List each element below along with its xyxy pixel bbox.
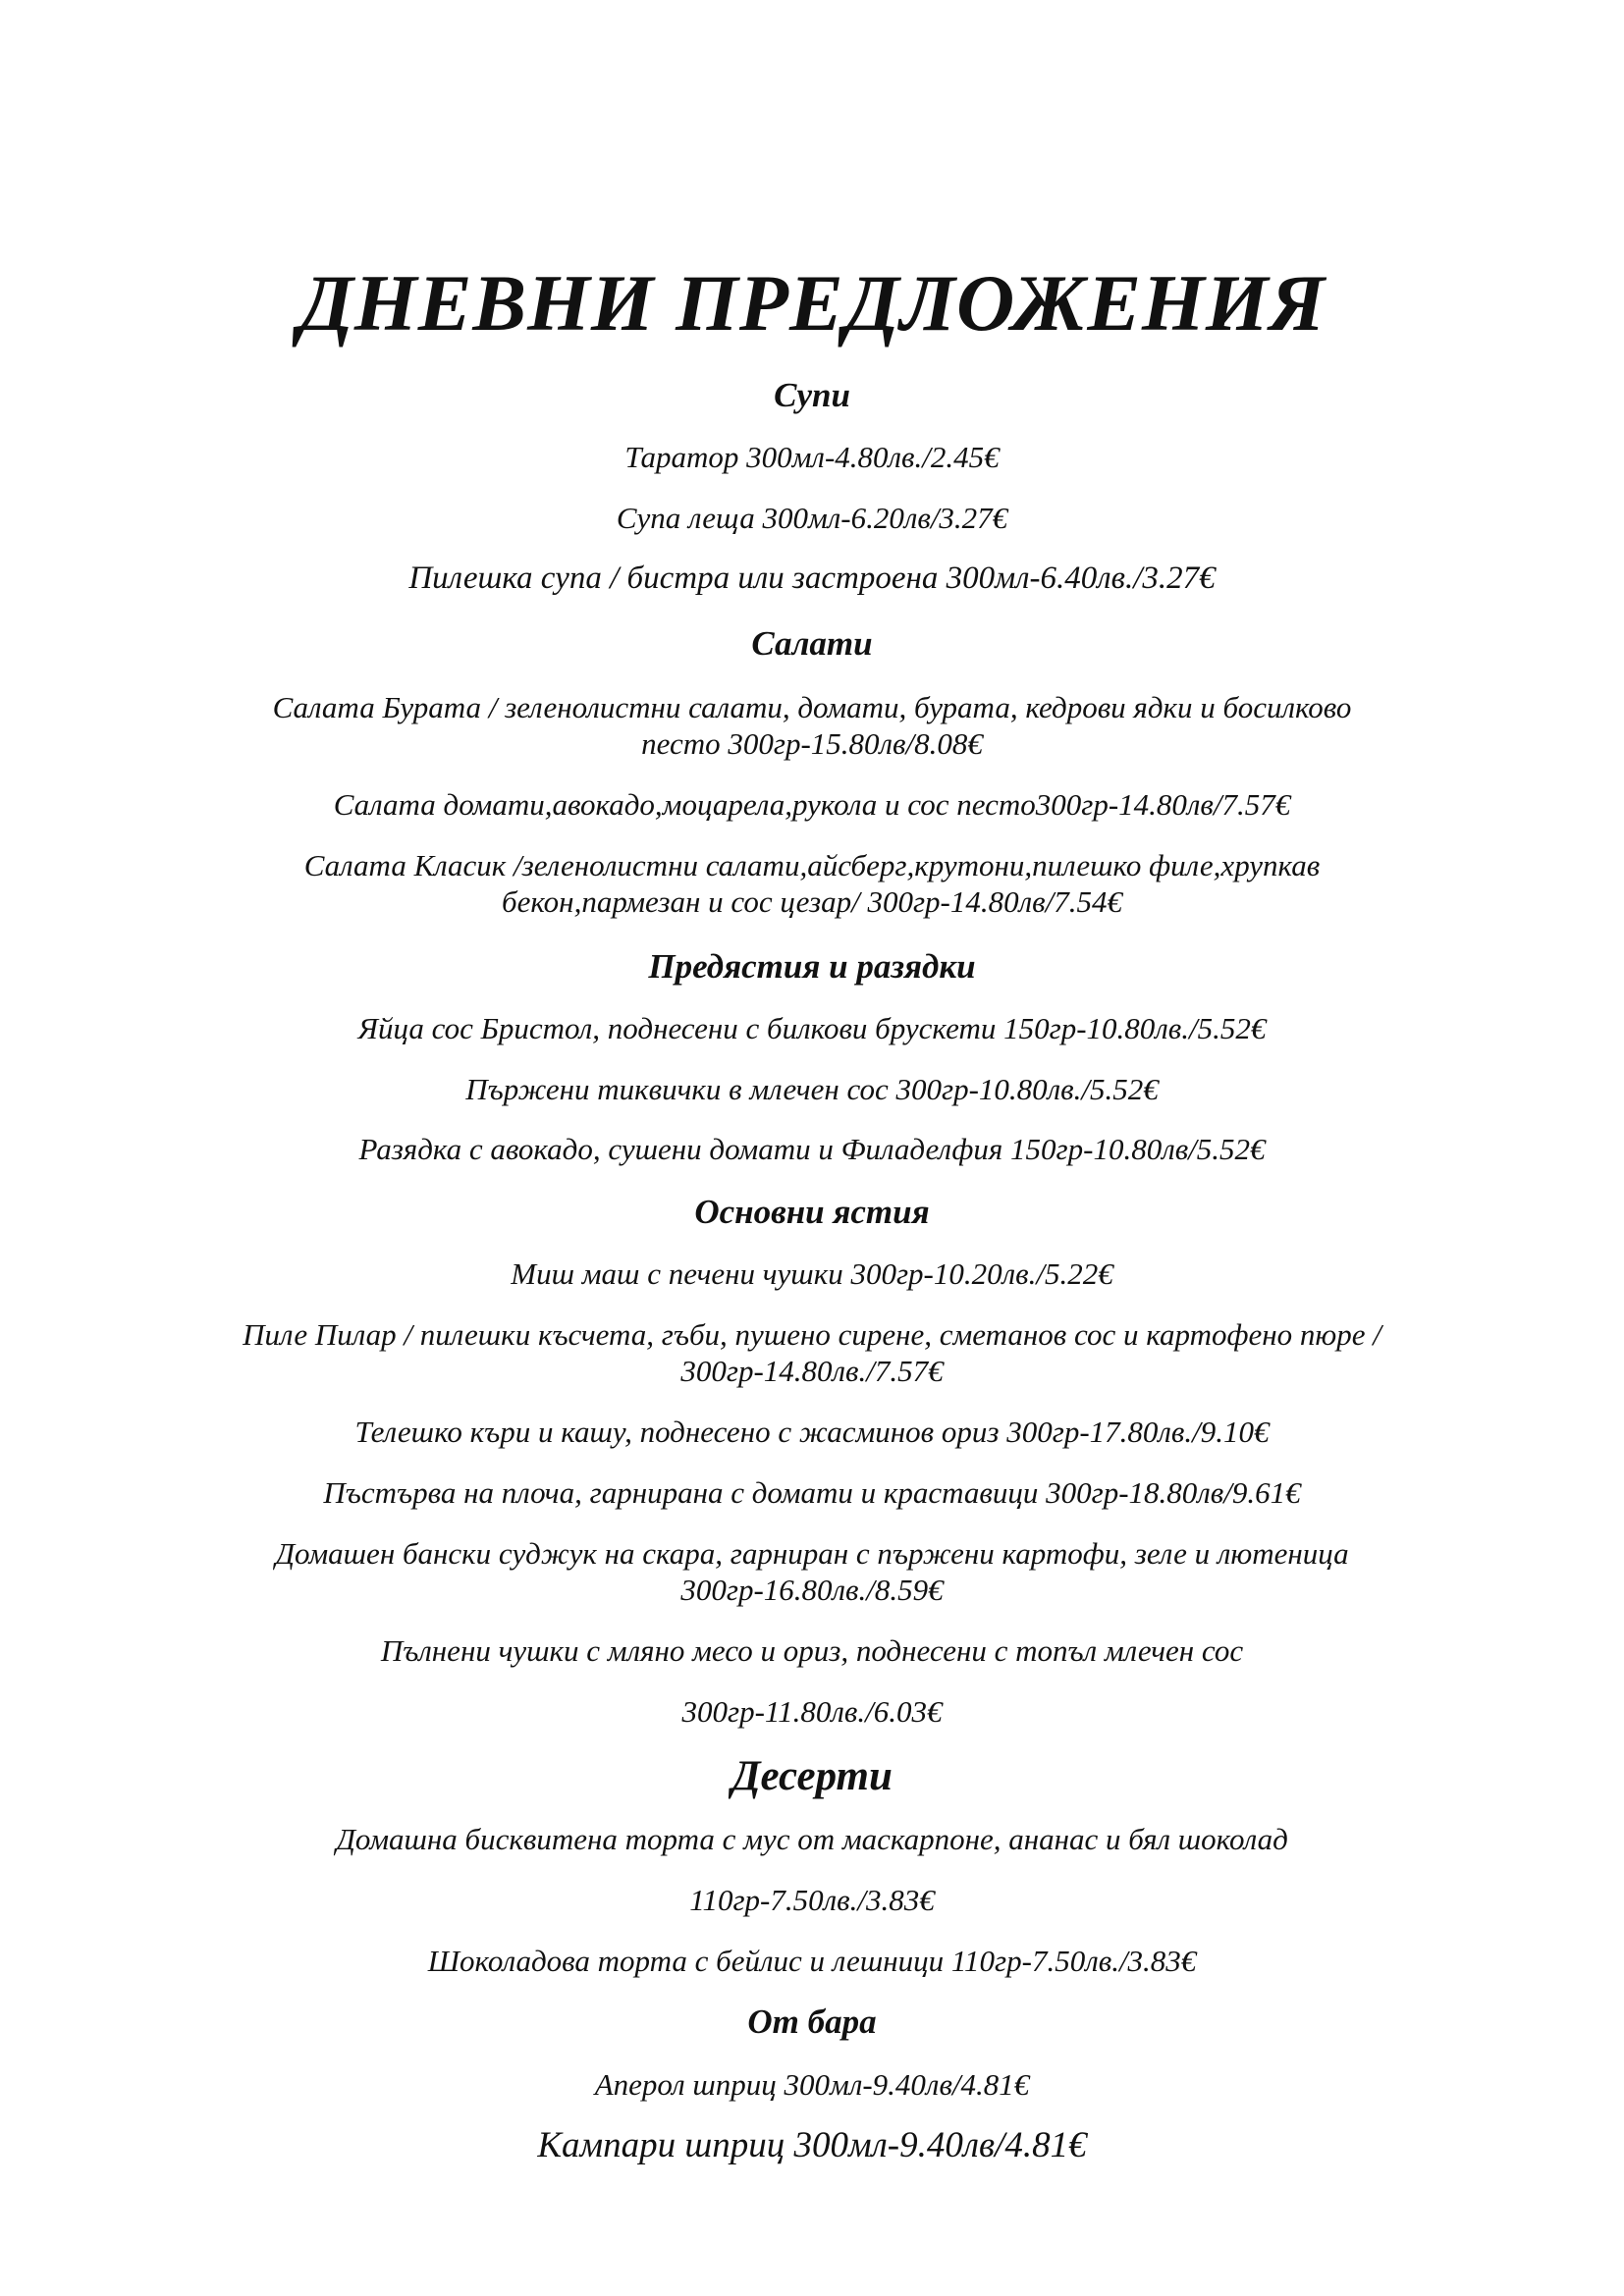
menu-item-tarator: Таратор 300мл-4.80лв./2.45€ [624,440,1000,474]
menu-item-fried-zucchini: Пържени тиквички в млечен сос 300гр-10.80лв./5.52€ [465,1072,1159,1106]
menu-item-mish-mash: Миш маш с печени чушки 300гр-10.20лв./5.22€ [511,1256,1113,1291]
menu-item-burrata-salad-line2: песто 300гр-15.80лв/8.08€ [641,726,983,761]
menu-item-stuffed-peppers-price: 300гр-11.80лв./6.03€ [681,1694,943,1729]
section-heading-bar: От бара [747,2002,877,2041]
menu-item-campari-spritz: Кампари шприц 300мл-9.40лв/4.81€ [537,2125,1087,2165]
section-heading-salads: Салати [751,624,873,663]
menu-item-bansko-sudzhuk-line2: 300гр-16.80лв./8.59€ [680,1573,944,1607]
page-title: ДНЕВНИ ПРЕДЛОЖЕНИЯ [298,258,1326,347]
menu-item-stuffed-peppers: Пълнени чушки с мляно месо и ориз, поднесени с топъл млечен сос [380,1633,1244,1668]
menu-item-bansko-sudzhuk: Домашен бански суджук на скара, гарниран с пържени картофи, зеле и лютеница [275,1536,1349,1571]
menu-item-chicken-pilar: Пиле Пилар / пилешки късчета, гъби, пушено сирене, сметанов сос и картофено пюре / [243,1317,1381,1352]
menu-item-burrata-salad: Салата Бурата / зеленолистни салати, домати, бурата, кедрови ядки и босилково [272,690,1352,724]
menu-item-biscuit-cake-price: 110гр-7.50лв./3.83€ [689,1883,935,1917]
menu-item-aperol-spritz: Аперол шприц 300мл-9.40лв/4.81€ [594,2067,1030,2102]
section-heading-desserts: Десерти [731,1753,893,1799]
section-heading-mains: Основни ястия [694,1193,930,1231]
menu-item-lentil-soup: Супа леща 300мл-6.20лв/3.27€ [616,501,1008,535]
menu-item-avocado-spread: Разядка с авокадо, сушени домати и Филаделфия 150гр-10.80лв/5.52€ [358,1132,1266,1166]
menu-item-eggs-bristol: Яйца сос Бристол, поднесени с билкови брускети 150гр-10.80лв./5.52€ [357,1011,1267,1045]
menu-item-chicken-soup: Пилешка супа / бистра или застроена 300мл-6.40лв./3.27€ [408,561,1216,596]
menu-item-biscuit-cake: Домашна бисквитена торта с мус от маскарпоне, ананас и бял шоколад [336,1822,1288,1856]
menu-item-beef-curry: Телешко къри и кашу, поднесено с жасминов ориз 300гр-17.80лв./9.10€ [354,1415,1270,1449]
menu-item-chicken-pilar-line2: 300гр-14.80лв./7.57€ [680,1354,944,1388]
section-heading-starters: Предястия и разядки [648,947,976,986]
menu-item-classic-salad: Салата Класик /зеленолистни салати,айсберг,крутони,пилешко филе,хрупкав [303,848,1321,882]
menu-item-classic-salad-line2: бекон,пармезан и сос цезар/ 300гр-14.80лв/7.54€ [502,884,1122,919]
menu-item-chocolate-cake: Шоколадова торта с бейлис и лешници 110гр-7.50лв./3.83€ [427,1944,1197,1978]
section-heading-soups: Супи [774,376,850,414]
menu-item-tomato-avocado-salad: Салата домати,авокадо,моцарела,рукола и сос песто300гр-14.80лв/7.57€ [333,787,1291,822]
menu-item-trout: Пъстърва на плоча, гарнирана с домати и краставици 300гр-18.80лв/9.61€ [323,1475,1301,1510]
